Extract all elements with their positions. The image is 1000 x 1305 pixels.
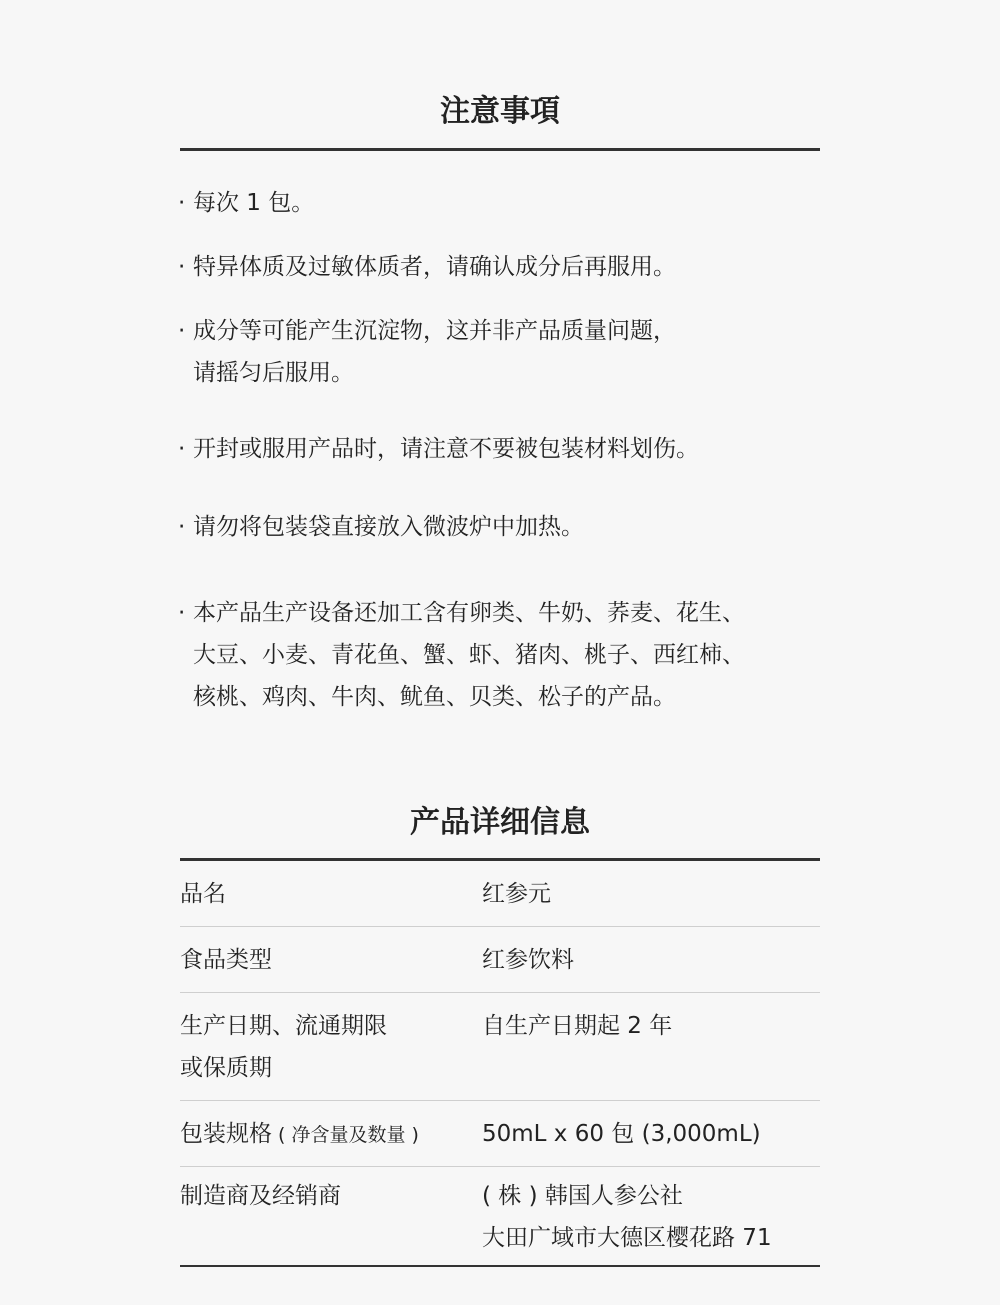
- precaution-item: [178, 592, 818, 718]
- detail-label-text: 生产日期、流通期限: [180, 1013, 387, 1039]
- bullet: ·: [178, 254, 186, 280]
- detail-label-text: 食品类型: [180, 947, 272, 973]
- detail-label: [180, 939, 272, 981]
- row-divider: [180, 992, 820, 993]
- precaution-item: [178, 428, 818, 470]
- precautions-divider: [180, 148, 820, 151]
- precaution-text: 每次 1 包。: [193, 190, 315, 216]
- detail-label-note: ( 净含量及数量 ): [272, 1124, 419, 1146]
- details-title: 产品详细信息: [410, 805, 590, 840]
- precaution-text: 核桃、鸡肉、牛肉、鱿鱼、贝类、松子的产品。: [193, 684, 676, 710]
- detail-label: [180, 1113, 419, 1156]
- detail-label: [180, 873, 226, 915]
- details-divider: [180, 858, 820, 861]
- row-divider: [180, 1100, 820, 1101]
- precaution-text: 请勿将包装袋直接放入微波炉中加热。: [193, 514, 584, 540]
- row-divider: [180, 926, 820, 927]
- bullet: ·: [178, 436, 186, 462]
- detail-value-text: 红参元: [482, 881, 551, 907]
- precaution-text: 开封或服用产品时，请注意不要被包装材料划伤。: [193, 436, 699, 462]
- detail-value: [482, 1175, 772, 1259]
- detail-value: [482, 873, 551, 915]
- detail-value: [482, 1113, 761, 1155]
- precaution-text: 请摇匀后服用。: [193, 360, 354, 386]
- detail-label-text: 包装规格: [180, 1121, 272, 1147]
- detail-value: [482, 939, 574, 981]
- detail-value-text: 50mL x 60 包 (3,000mL): [482, 1121, 761, 1147]
- detail-value-text: 红参饮料: [482, 947, 574, 973]
- precaution-item: [178, 310, 818, 394]
- precaution-text: 大豆、小麦、青花鱼、蟹、虾、猪肉、桃子、西红柿、: [193, 642, 745, 668]
- detail-label: [180, 1175, 341, 1217]
- detail-label-text: 品名: [180, 881, 226, 907]
- bullet: ·: [178, 190, 186, 216]
- precaution-item: [178, 506, 818, 548]
- detail-label-text: 或保质期: [180, 1055, 272, 1081]
- detail-value: [482, 1005, 672, 1047]
- precaution-text: 本产品生产设备还加工含有卵类、牛奶、荞麦、花生、: [193, 600, 745, 626]
- precaution-item: [178, 182, 818, 224]
- precaution-text: 特异体质及过敏体质者，请确认成分后再服用。: [193, 254, 676, 280]
- table-bottom-divider: [180, 1265, 820, 1267]
- row-divider: [180, 1166, 820, 1167]
- bullet: ·: [178, 600, 186, 626]
- detail-label: [180, 1005, 387, 1089]
- detail-value-text: 自生产日期起 2 年: [482, 1013, 673, 1039]
- precaution-item: [178, 246, 818, 288]
- bullet: ·: [178, 514, 186, 540]
- detail-label-text: 制造商及经销商: [180, 1183, 341, 1209]
- precautions-title: 注意事項: [440, 94, 560, 129]
- precaution-text: 成分等可能产生沉淀物，这并非产品质量问题，: [193, 318, 676, 344]
- detail-value-text: 大田广域市大德区樱花路 71: [482, 1225, 772, 1251]
- bullet: ·: [178, 318, 186, 344]
- detail-value-text: ( 株 ) 韩国人参公社: [482, 1183, 683, 1209]
